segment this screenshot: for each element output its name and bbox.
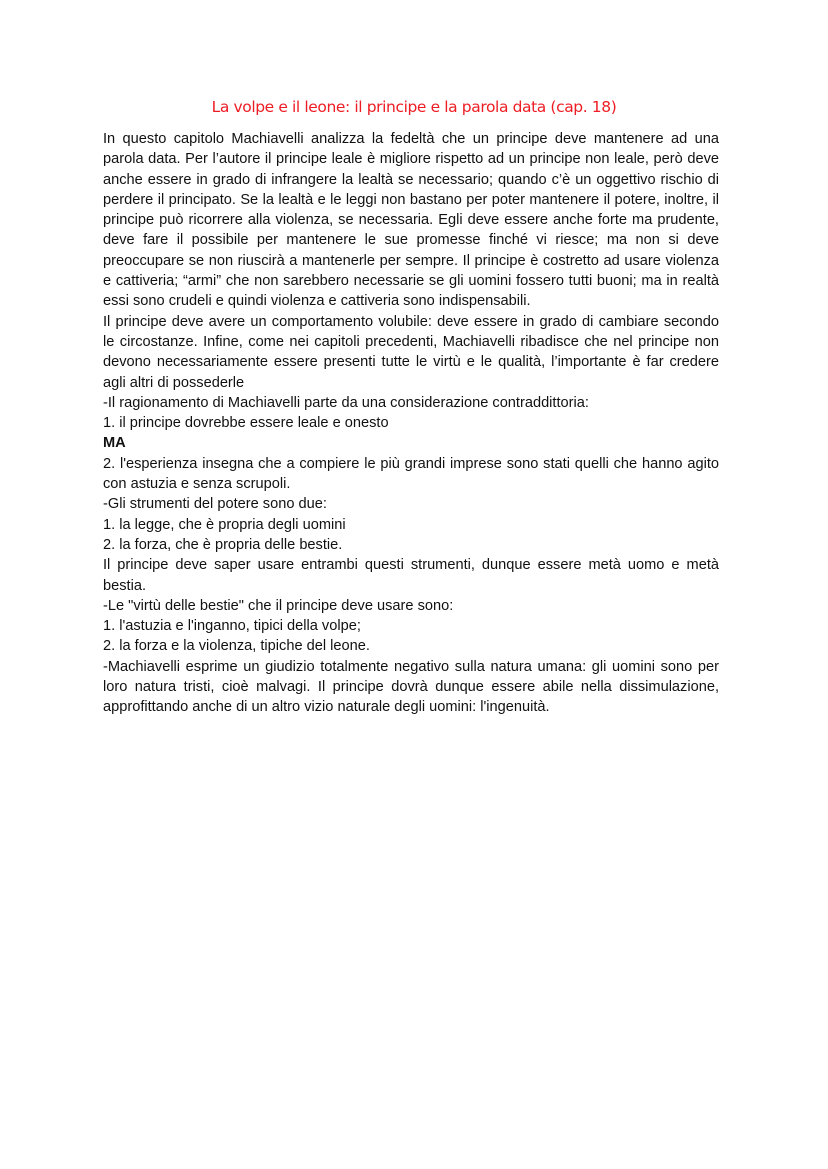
tools-item-2: 2. la forza, che è propria delle bestie. — [103, 536, 343, 553]
final-paragraph: -Machiavelli esprime un giudizio totalmente negativo sulla natura umana: gli uomini sono per loro natura tristi, cioè malvagi. Il principe dovrà dunque essere abile nella dissimulazione, approfittando anche di un altro vizio naturale degli uomini: l'ingenuità. — [103, 658, 719, 716]
document-title: La volpe e il leone: il principe e la parola data (cap. 18) — [211, 98, 617, 116]
reasoning-item-2: 2. l'esperienza insegna che a compiere le più grandi imprese sono stati quelli che hanno agito con astuzia e senza scrupoli. — [103, 455, 719, 493]
virtues-item-2: 2. la forza e la violenza, tipiche del leone. — [103, 638, 370, 655]
virtues-intro: -Le "virtù delle bestie" che il principe deve usare sono: — [103, 597, 454, 614]
ma-label: MA — [103, 435, 126, 452]
paragraph-intro: In questo capitolo Machiavelli analizza la fedeltà che un principe deve mantenere ad una parola data. Per l’autore il principe leale è migliore rispetto ad un principe non leale, però deve anche essere in grado di infrangere la lealtà se necessario; quando c’è un oggettivo rischio di perdere il principato. Se la lealtà e le leggi non bastano per poter mantenere il potere, inoltre, il principe può ricorrere alla violenza, se necessaria. Egli deve essere anche forte ma prudente, deve fare il possibile per mantenere le sue promesse finché vi riesce; ma non si deve preoccupare se non riuscirà a mantenerle per sempre. Il principe è costretto ad usare violenza e cattiveria; “armi” che non sarebbero necessarie se gli uomini fossero tutti buoni; ma in realtà essi sono crudeli e quindi violenza e cattiveria sono indispensabili. — [103, 131, 719, 310]
document-body — [103, 129, 719, 718]
virtues-item-1: 1. l'astuzia e l'inganno, tipici della volpe; — [103, 618, 361, 635]
reasoning-intro: -Il ragionamento di Machiavelli parte da una considerazione contraddittoria: — [103, 394, 589, 411]
tools-conclusion: Il principe deve saper usare entrambi questi strumenti, dunque essere metà uomo e metà bestia. — [103, 557, 719, 594]
tools-intro: -Gli strumenti del potere sono due: — [103, 496, 327, 513]
tools-item-1: 1. la legge, che è propria degli uomini — [103, 516, 346, 533]
paragraph-volubility: Il principe deve avere un comportamento volubile: deve essere in grado di cambiare secondo le circostanze. Infine, come nei capitoli precedenti, Machiavelli ribadisce che nel principe non devono necessariamente essere presenti tutte le virtù e le qualità, l’importante è far credere agli altri di possederle — [103, 313, 719, 391]
reasoning-item-1: 1. il principe dovrebbe essere leale e onesto — [103, 415, 389, 432]
